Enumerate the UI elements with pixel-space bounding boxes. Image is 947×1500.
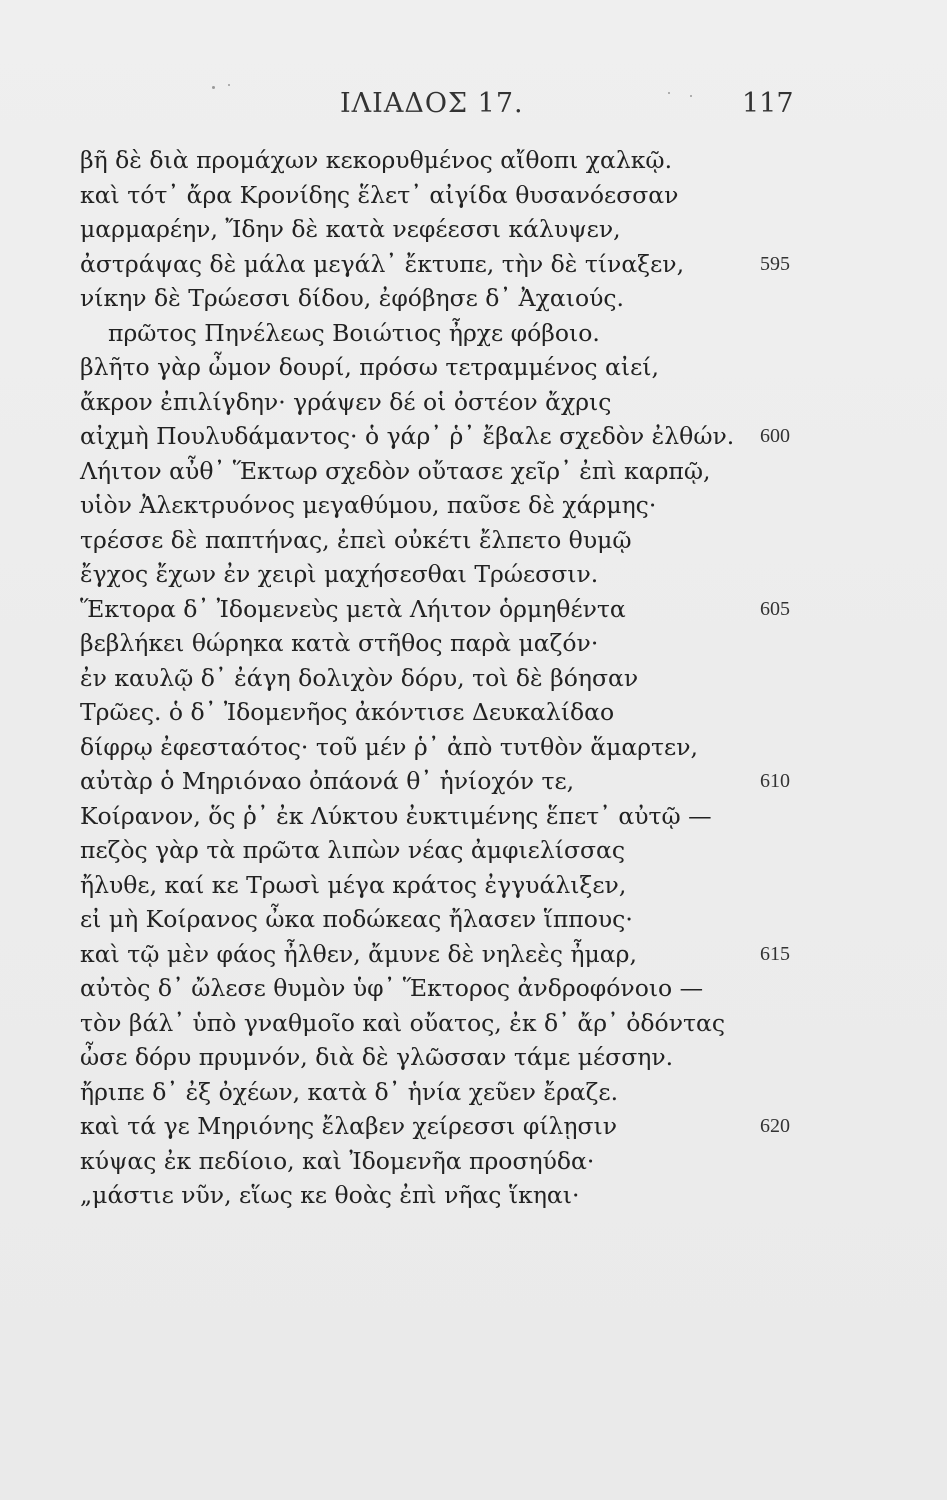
verse-text: „μάστιε νῦν, εἵως κε θοὰς ἐπὶ νῆας ἵκηαι· — [80, 1181, 580, 1209]
print-speck — [668, 92, 670, 94]
verse-text: καὶ τῷ μὲν φάος ἦλθεν, ἄμυνε δὲ νηλεὲς ἦμαρ, — [80, 939, 637, 968]
verse-line — [80, 937, 820, 972]
verse-line — [80, 764, 820, 799]
verse-line — [80, 592, 820, 627]
verse-text: ἔγχος ἔχων ἐν χειρὶ μαχήσεσθαι Τρώεσσιν. — [80, 560, 599, 588]
line-number: 615 — [760, 942, 790, 965]
verse-line — [80, 799, 820, 834]
verse-text: πεζὸς γὰρ τὰ πρῶτα λιπὼν νέας ἀμφιελίσσας — [80, 836, 626, 864]
verse-line — [80, 1006, 820, 1041]
verse-text: αὐτὸς δ᾽ ὤλεσε θυμὸν ὑφ᾽ Ἕκτορος ἀνδροφόνοιο — — [80, 974, 704, 1002]
verse-text: καὶ τότ᾽ ἄρα Κρονίδης ἕλετ᾽ αἰγίδα θυσανόεσσαν — [80, 180, 679, 209]
verse-text: Ἕκτορα δ᾽ Ἰδομενεὺς μετὰ Λήιτον ὁρμηθέντα — [80, 594, 626, 623]
verse-text: τρέσσε δὲ παπτήνας, ἐπεὶ οὐκέτι ἔλπετο θυμῷ — [80, 525, 632, 554]
verse-text: αἰχμὴ Πουλυδάμαντος· ὁ γάρ᾽ ῥ᾽ ἔβαλε σχεδὸν ἐλθών. — [80, 422, 735, 450]
running-head: ΙΛΙΑΔΟΣ 17. — [340, 88, 524, 119]
line-number: 595 — [760, 252, 790, 275]
verse-line — [80, 212, 820, 247]
line-number: 600 — [760, 425, 790, 447]
line-number: 620 — [760, 1115, 790, 1137]
verse-text: νίκην δὲ Τρώεσσι δίδου, ἐφόβησε δ᾽ Ἀχαιούς. — [80, 284, 625, 312]
verse-line — [80, 833, 820, 868]
verse-line — [80, 1040, 820, 1075]
verse-text: πρῶτος Πηνέλεως Βοιώτιος ἦρχε φόβοιο. — [108, 318, 600, 347]
page-number: 117 — [742, 88, 794, 119]
verse-line — [80, 385, 820, 420]
verse-line — [80, 488, 820, 523]
print-speck — [228, 84, 230, 86]
verse-line — [80, 1075, 820, 1110]
verse-block — [80, 143, 820, 1213]
verse-line — [80, 281, 820, 316]
verse-text: ἄκρον ἐπιλίγδην· γράψεν δέ οἱ ὀστέον ἄχρις — [80, 387, 612, 416]
verse-text: Κοίρανον, ὅς ῥ᾽ ἐκ Λύκτου ἐυκτιμένης ἕπετ᾽ αὐτῷ — — [80, 801, 712, 830]
verse-text: βῆ δὲ διὰ προμάχων κεκορυθμένος αἴθοπι χαλκῷ. — [80, 146, 673, 174]
verse-text: τὸν βάλ᾽ ὑπὸ γναθμοῖο καὶ οὔατος, ἐκ δ᾽ ἄρ᾽ ὀδόντας — [80, 1008, 726, 1037]
verse-text: ὦσε δόρυ πρυμνόν, διὰ δὲ γλῶσσαν τάμε μέσσην. — [80, 1043, 674, 1071]
verse-line — [80, 902, 820, 937]
verse-line — [80, 730, 820, 765]
verse-text: κύψας ἐκ πεδίοιο, καὶ Ἰδομενῆα προσηύδα· — [80, 1146, 595, 1175]
verse-text: μαρμαρέην, Ἴδην δὲ κατὰ νεφέεσσι κάλυψεν, — [80, 215, 621, 243]
verse-line — [80, 1178, 820, 1213]
verse-text: εἰ μὴ Κοίρανος ὦκα ποδώκεας ἤλασεν ἵππους· — [80, 905, 633, 933]
print-speck — [212, 86, 215, 89]
verse-line — [80, 1109, 820, 1144]
verse-text: δίφρῳ ἐφεσταότος· τοῦ μέν ῥ᾽ ἀπὸ τυτθὸν ἅμαρτεν, — [80, 732, 698, 761]
verse-text: βλῆτο γὰρ ὦμον δουρί, πρόσω τετραμμένος αἰεί, — [80, 353, 659, 381]
verse-line — [80, 316, 820, 351]
print-speck — [690, 95, 692, 97]
verse-line — [80, 350, 820, 385]
verse-text: βεβλήκει θώρηκα κατὰ στῆθος παρὰ μαζόν· — [80, 629, 599, 657]
verse-line — [80, 626, 820, 661]
line-number: 605 — [760, 597, 790, 620]
verse-line — [80, 419, 820, 454]
verse-line — [80, 868, 820, 903]
verse-line — [80, 971, 820, 1006]
verse-text: ἀστράψας δὲ μάλα μεγάλ᾽ ἔκτυπε, τὴν δὲ τίναξεν, — [80, 249, 685, 278]
verse-line — [80, 661, 820, 696]
verse-line — [80, 143, 820, 178]
verse-line — [80, 1144, 820, 1179]
verse-line — [80, 523, 820, 558]
verse-text: αὐτὰρ ὁ Μηριόναο ὀπάονά θ᾽ ἡνίοχόν τε, — [80, 767, 575, 795]
verse-text: ἤλυθε, καί κε Τρωσὶ μέγα κράτος ἐγγυάλιξεν, — [80, 870, 627, 899]
verse-text: καὶ τά γε Μηριόνης ἔλαβεν χείρεσσι φίλῃσιν — [80, 1112, 618, 1140]
verse-text: υἱὸν Ἀλεκτρυόνος μεγαθύμου, παῦσε δὲ χάρμης· — [80, 491, 657, 519]
verse-line — [80, 178, 820, 213]
verse-text: Λήιτον αὖθ᾽ Ἕκτωρ σχεδὸν οὔτασε χεῖρ᾽ ἐπὶ καρπῷ, — [80, 456, 711, 485]
line-number: 610 — [760, 770, 790, 792]
verse-line — [80, 247, 820, 282]
verse-line — [80, 695, 820, 730]
verse-text: Τρῶες. ὁ δ᾽ Ἰδομενῆος ἀκόντισε Δευκαλίδαο — [80, 698, 615, 726]
verse-text: ἤριπε δ᾽ ἐξ ὀχέων, κατὰ δ᾽ ἡνία χεῦεν ἔραζε. — [80, 1077, 619, 1106]
verse-line — [80, 557, 820, 592]
verse-text: ἐν καυλῷ δ᾽ ἐάγη δολιχὸν δόρυ, τοὶ δὲ βόησαν — [80, 663, 639, 692]
verse-line — [80, 454, 820, 489]
